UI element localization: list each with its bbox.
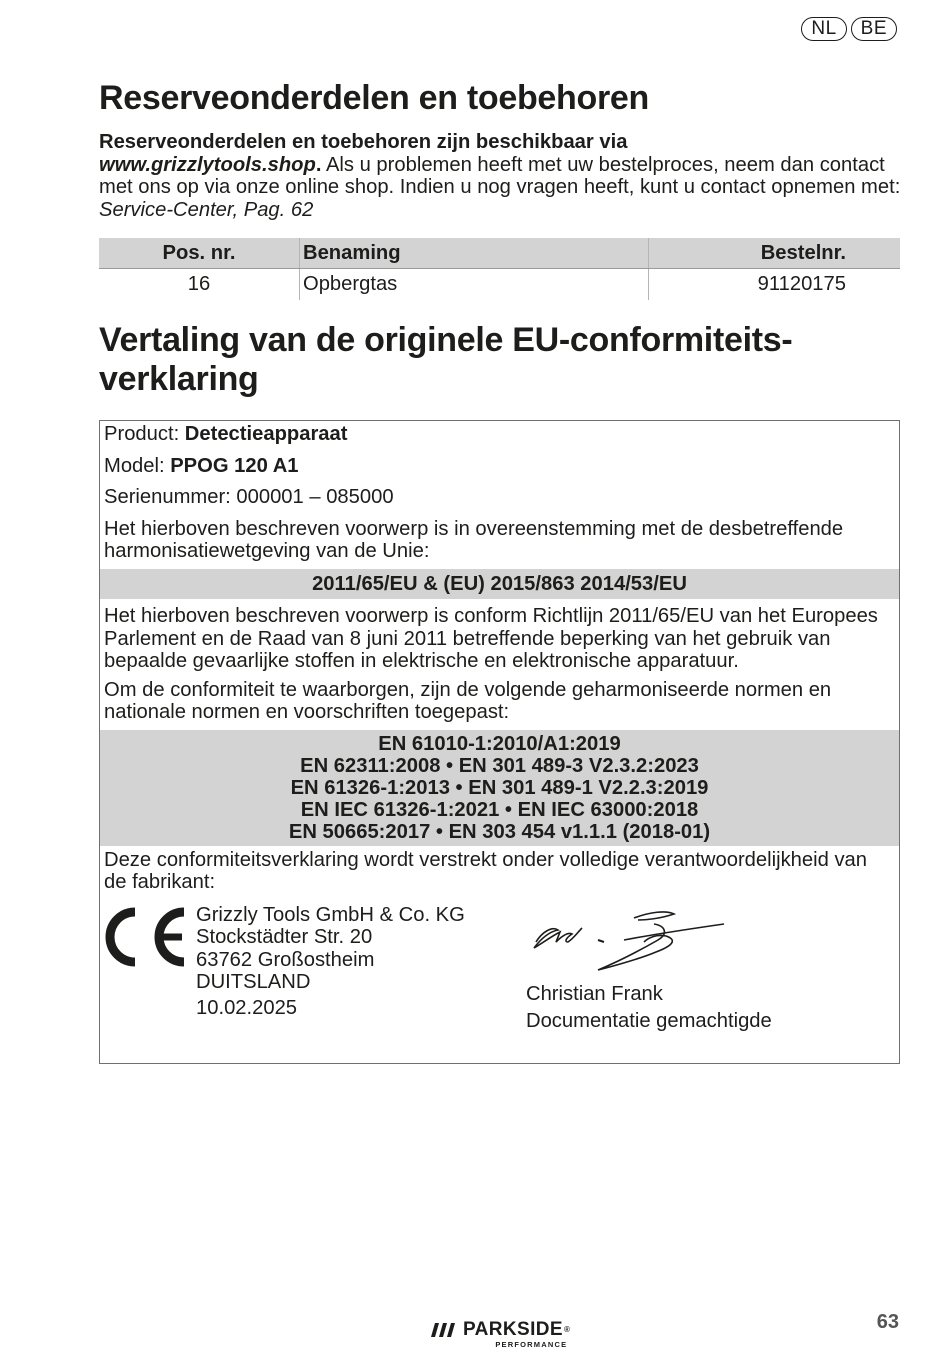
signer-block: [526, 981, 772, 1035]
declaration-date: 10.02.2025: [196, 996, 298, 1019]
ce-mark-icon: [102, 904, 192, 970]
conformity-text: Het hierboven beschreven voorwerp is in overeenstemming met de desbetreffende harmonisatiewetgeving van de Unie:: [104, 517, 844, 562]
cell-order-nr: 91120175: [649, 269, 901, 301]
col-header-name: Benaming: [300, 238, 649, 269]
product-label: Product:: [104, 423, 185, 445]
product-value: Detectieapparaat: [184, 423, 348, 445]
logo-stripes-icon: [431, 1323, 457, 1337]
conformity-title-line1: Vertaling van de originele EU-conformiteits-: [99, 321, 793, 359]
parkside-logo: [431, 1320, 570, 1349]
col-header-pos: Pos. nr.: [99, 238, 300, 269]
signature-area: [100, 894, 899, 1034]
parts-section-title: Reserveonderdelen en toebehoren: [99, 79, 649, 117]
model-label: Model:: [104, 454, 171, 477]
table-row: [99, 269, 900, 301]
logo-subtext: PERFORMANCE: [495, 1340, 568, 1349]
service-center-ref: Service-Center, Pag. 62: [99, 198, 314, 221]
signer-name: Christian Frank: [526, 982, 663, 1005]
standard-line: EN 62311:2008 • EN 301 489-3 V2.3.2:2023: [300, 754, 699, 777]
standard-line: EN 61326-1:2013 • EN 301 489-1 V2.2.3:2019: [290, 776, 709, 799]
lang-badge-nl: NL: [801, 17, 846, 41]
model-value: PPOG 120 A1: [170, 454, 299, 477]
conformity-declaration-box: [99, 420, 900, 1064]
logo-registered-mark: ®: [563, 1325, 571, 1334]
address-line: DUITSLAND: [196, 971, 311, 993]
shop-link-suffix: .: [315, 153, 322, 176]
rohs-text: Het hierboven beschreven voorwerp is conform Richtlijn 2011/65/EU van het Europees Parlement en de Raad van 8 juni 2011 betreffende beperking van het gebruik van bepaalde gevaarlijke stoffen in elektrische en elektronische apparatuur.: [104, 605, 878, 672]
conformity-title-line2: verklaring: [99, 360, 259, 398]
col-header-order-nr: Bestelnr.: [649, 238, 901, 269]
manufacturer-address: [196, 904, 465, 1020]
parts-table: [99, 238, 900, 300]
parts-table-header: [99, 238, 900, 269]
logo-text: PARKSIDE: [463, 1319, 563, 1340]
product-line: [100, 421, 899, 446]
language-badges: [801, 17, 897, 41]
intro-bold-text: Reserveonderdelen en toebehoren zijn beschikbaar via: [99, 131, 628, 153]
intro-text: Als u problemen heeft met uw bestelproces, neem dan contact met ons op via onze online shop. Indien u nog vragen heeft, kunt u contact opnemen met:: [99, 153, 901, 198]
serial-number: Serienummer: 000001 – 085000: [104, 486, 394, 508]
standards-intro: Om de conformiteit te waarborgen, zijn de volgende geharmoniseerde normen en nationale normen en voorschriften toegepast:: [104, 678, 832, 723]
address-line: Grizzly Tools GmbH & Co. KG: [196, 903, 465, 926]
model-line: [100, 455, 899, 478]
signature-image: [526, 906, 731, 976]
address-line: Stockstädter Str. 20: [196, 926, 373, 948]
lang-badge-be: BE: [851, 17, 897, 41]
responsibility-text: Deze conformiteitsverklaring wordt verstrekt onder volledige verantwoordelijkheid van de fabrikant:: [104, 848, 867, 893]
standards-list: [100, 730, 899, 846]
address-line: 63762 Großostheim: [196, 948, 375, 971]
page-number: 63: [876, 1311, 899, 1333]
standard-line: EN 50665:2017 • EN 303 454 v1.1.1 (2018-01): [288, 820, 711, 843]
cell-name: Opbergtas: [300, 269, 649, 301]
cell-pos: 16: [187, 273, 211, 295]
standard-line: EN IEC 61326-1:2021 • EN IEC 63000:2018: [300, 798, 699, 821]
parts-intro: [99, 131, 904, 221]
standard-line: EN 61010-1:2010/A1:2019: [378, 732, 621, 755]
signer-role: Documentatie gemachtigde: [526, 1009, 772, 1032]
conformity-section-title: [99, 321, 792, 399]
directives-line: 2011/65/EU & (EU) 2015/863 2014/53/EU: [100, 569, 899, 600]
shop-link[interactable]: www.grizzlytools.shop: [99, 153, 316, 176]
